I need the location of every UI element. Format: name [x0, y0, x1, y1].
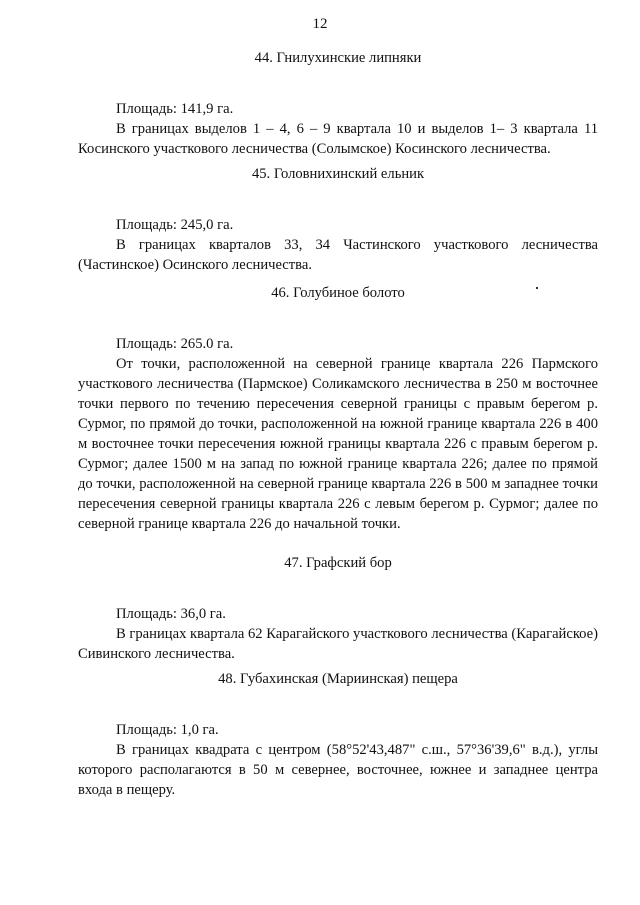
page-number: 12 — [312, 16, 328, 32]
section-44 — [78, 48, 598, 159]
section-heading: 44. Гнилухинские липняки — [254, 50, 422, 66]
section-47 — [78, 553, 598, 664]
section-area: Площадь: 265.0 га. — [116, 336, 234, 352]
section-text: От точки, расположенной на северной границе квартала 226 Пармского участкового лесничества (Пармское) Соликамского лесничества в 250 м восточнее точки первого по течению пересечения северной границы с правым берегом р. Сурмог, по прямой до точки, расположенной на южной границе квартала 226 в 400 м восточнее точки пересечения южной границы квартала 226 с правым берегом р. Сурмог; далее 1500 м на запад по южной границе квартала 226; далее по прямой до точки, расположенной на северной границе квартала 226 в 500 м западнее точки пересечения северной границы квартала 226 с левым берегом р. Сурмог; далее по северной границе квартала 226 до начальной точки. — [78, 356, 598, 532]
section-text: В границах кварталов 33, 34 Частинского участкового лесничества (Частинское) Осинского лесничества. — [78, 237, 598, 273]
section-heading: 46. Голубиное болото — [271, 285, 405, 301]
section-area: Площадь: 245,0 га. — [116, 217, 234, 233]
section-46 — [78, 283, 598, 534]
section-area: Площадь: 1,0 га. — [116, 722, 219, 738]
section-text: В границах квадрата с центром (58°52'43,487" с.ш., 57°36'39,6" в.д.), углы которого располагаются в 50 м севернее, восточнее, южнее и западнее центра входа в пещеру. — [78, 742, 598, 798]
section-heading: 48. Губахинская (Мариинская) пещера — [218, 671, 458, 687]
section-area: Площадь: 36,0 га. — [116, 606, 226, 622]
section-heading: 47. Графский бор — [284, 555, 392, 571]
section-45 — [78, 164, 598, 275]
section-48 — [78, 669, 598, 800]
stray-dot-mark — [536, 287, 538, 289]
section-text: В границах квартала 62 Карагайского участкового лесничества (Карагайское) Сивинского лесничества. — [78, 626, 598, 662]
section-area: Площадь: 141,9 га. — [116, 101, 234, 117]
section-heading: 45. Головнихинский ельник — [251, 166, 425, 182]
section-text: В границах выделов 1 – 4, 6 – 9 квартала 10 и выделов 1– 3 квартала 11 Косинского участкового лесничества (Солымское) Косинского лесничества. — [78, 121, 598, 157]
